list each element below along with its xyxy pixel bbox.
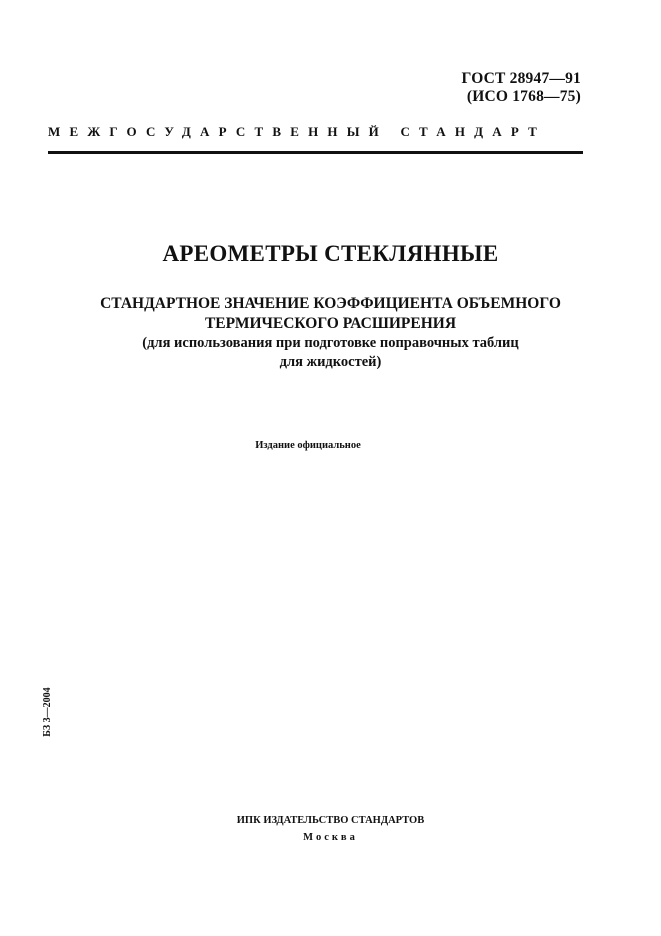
publisher-block [0,812,661,846]
document-subtitle [0,294,661,372]
subtitle-note-line-2: для жидкостей) [279,354,382,370]
side-code: БЗ 3—2004 [42,687,53,737]
subtitle-line-2: ТЕРМИЧЕСКОГО РАСШИРЕНИЯ [204,315,457,332]
edition-label: Издание официальное [255,440,361,451]
publisher-name: ИПК ИЗДАТЕЛЬСТВО СТАНДАРТОВ [236,815,425,826]
publisher-city: Москва [303,832,358,843]
iso-number: (ИСО 1768—75) [466,88,581,105]
document-identifier [462,70,581,106]
subtitle-note-line-1: (для использования при подготовке поправочных таблиц [142,335,519,351]
standard-number: ГОСТ 28947—91 [461,70,581,87]
document-title: АРЕОМЕТРЫ СТЕКЛЯННЫЕ [162,241,499,266]
header-divider [48,151,583,154]
subtitle-line-1: СТАНДАРТНОЕ ЗНАЧЕНИЕ КОЭФФИЦИЕНТА ОБЪЕМНОГО [100,295,561,312]
series-label: МЕЖГОСУДАРСТВЕННЫЙ СТАНДАРТ [48,124,547,139]
